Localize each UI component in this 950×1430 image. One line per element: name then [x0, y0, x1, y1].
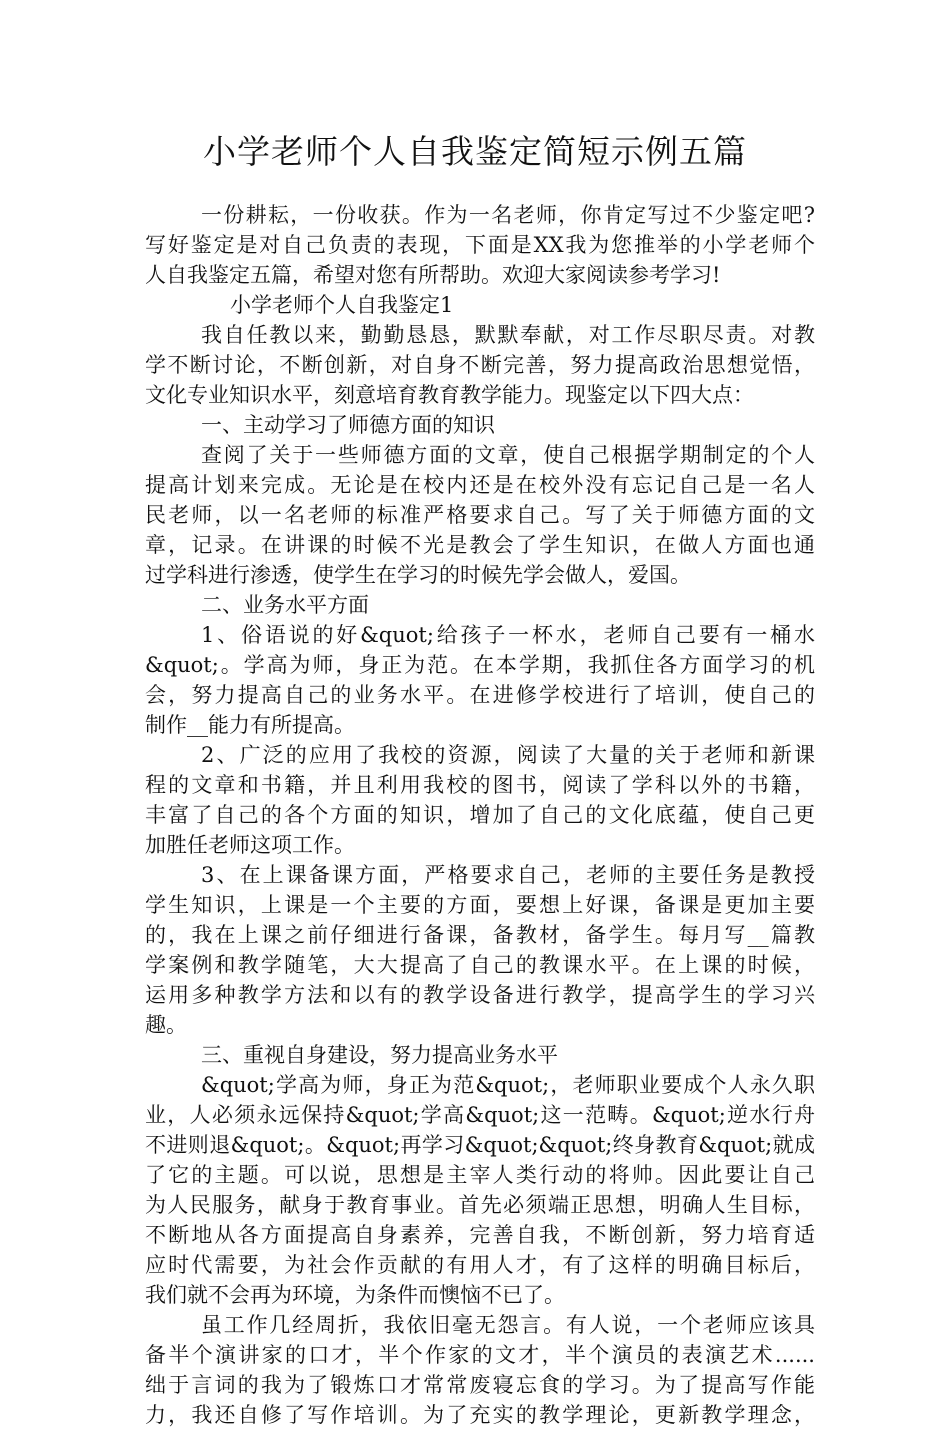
document-title: 小学老师个人自我鉴定简短示例五篇 — [203, 132, 747, 171]
paragraph-line: 力，我还自修了写作培训。为了充实的教学理论，更新教学理念， — [145, 1403, 815, 1427]
paragraph-line: 备半个演讲家的口才，半个作家的文才，半个演员的表演艺术...... — [145, 1343, 815, 1367]
paragraph-line: 提高计划来完成。无论是在校内还是在校外没有忘记自己是一名人 — [145, 473, 815, 497]
paragraph-line: 丰富了自己的各个方面的知识，增加了自己的文化底蕴，使自己更 — [145, 803, 815, 827]
paragraph-line: 民老师，以一名老师的标准严格要求自己。写了关于师德方面的文 — [145, 503, 815, 527]
paragraph-line: 趣。 — [145, 1013, 187, 1037]
paragraph-line: 程的文章和书籍，并且利用我校的图书，阅读了学科以外的书籍， — [145, 773, 815, 797]
paragraph-line: 虽工作几经周折，我依旧毫无怨言。有人说，一个老师应该具 — [201, 1313, 815, 1337]
section-heading: 一、主动学习了师德方面的知识 — [201, 413, 495, 437]
paragraph-line: 我们就不会再为环境，为条件而懊恼不已了。 — [145, 1283, 565, 1307]
paragraph-line: 学案例和教学随笔，大大提高了自己的教课水平。在上课的时候， — [145, 953, 815, 977]
paragraph-line: 学生知识，上课是一个主要的方面，要想上好课，备课是更加主要 — [145, 893, 815, 917]
paragraph-line: 会，努力提高自己的业务水平。在进修学校进行了培训，使自己的 — [145, 683, 815, 707]
section-heading: 小学老师个人自我鉴定1 — [230, 293, 454, 317]
paragraph-line: 1、俗语说的好&quot;给孩子一杯水，老师自己要有一桶水 — [201, 623, 815, 647]
paragraph-line: 章，记录。在讲课的时候不光是教会了学生知识，在做人方面也通 — [145, 533, 815, 557]
paragraph-line: 不断地从各方面提高自身素养，完善自我，不断创新，努力培育适 — [145, 1223, 815, 1247]
paragraph-line: 不进则退&quot;。&quot;再学习&quot;&quot;终身教育&quot;就成 — [145, 1133, 815, 1157]
paragraph-line: 人自我鉴定五篇，希望对您有所帮助。欢迎大家阅读参考学习! — [145, 263, 721, 287]
paragraph-line: 一份耕耘，一份收获。作为一名老师，你肯定写过不少鉴定吧? — [201, 203, 815, 227]
paragraph-line: 加胜任老师这项工作。 — [145, 833, 355, 857]
paragraph-line: 查阅了关于一些师德方面的文章，使自己根据学期制定的个人 — [201, 443, 815, 467]
paragraph-line: 学不断讨论，不断创新，对自身不断完善，努力提高政治思想觉悟， — [145, 353, 815, 377]
paragraph-line: 过学科进行渗透，使学生在学习的时候先学会做人，爱国。 — [145, 563, 691, 587]
paragraph-line: 的，我在上课之前仔细进行备课，备教材，备学生。每月写__篇教 — [145, 923, 815, 947]
paragraph-line: 应时代需要，为社会作贡献的有用人才，有了这样的明确目标后， — [145, 1253, 815, 1277]
paragraph-line: 文化专业知识水平，刻意培育教育教学能力。现鉴定以下四大点： — [145, 383, 754, 407]
document-body — [145, 200, 815, 1430]
paragraph-line: 运用多种教学方法和以有的教学设备进行教学，提高学生的学习兴 — [145, 983, 815, 1007]
section-heading: 三、重视自身建设，努力提高业务水平 — [201, 1043, 558, 1067]
paragraph-line: 我自任教以来，勤勤恳恳，默默奉献，对工作尽职尽责。对教 — [201, 323, 815, 347]
paragraph-line: 2、广泛的应用了我校的资源，阅读了大量的关于老师和新课 — [201, 743, 815, 767]
paragraph-line: &quot;。学高为师，身正为范。在本学期，我抓住各方面学习的机 — [145, 653, 815, 677]
paragraph-line: 写好鉴定是对自己负责的表现，下面是XX我为您推举的小学老师个 — [145, 233, 815, 257]
paragraph-line: 3、在上课备课方面，严格要求自己，老师的主要任务是教授 — [201, 863, 815, 887]
paragraph-line: 为人民服务，献身于教育事业。首先必须端正思想，明确人生目标， — [145, 1193, 815, 1217]
paragraph-line: 制作__能力有所提高。 — [145, 713, 355, 737]
section-heading: 二、业务水平方面 — [201, 593, 369, 617]
paragraph-line: &quot;学高为师，身正为范&quot;，老师职业要成个人永久职 — [201, 1073, 815, 1097]
paragraph-line: 业，人必须永远保持&quot;学高&quot;这一范畴。&quot;逆水行舟 — [145, 1103, 815, 1127]
paragraph-line: 绌于言词的我为了锻炼口才常常废寝忘食的学习。为了提高写作能 — [145, 1373, 815, 1397]
paragraph-line: 了它的主题。可以说，思想是主宰人类行动的将帅。因此要让自己 — [145, 1163, 815, 1187]
